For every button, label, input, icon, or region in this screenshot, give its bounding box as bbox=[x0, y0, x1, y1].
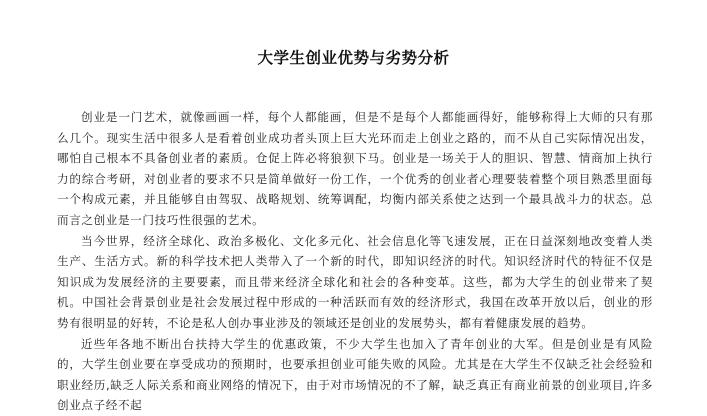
paragraph-3: 近些年各地不断出台扶持大学生的优惠政策，不少大学生也加入了青年创业的大军。但是创业是有风险的，大学生创业要在享受成功的预期时，也要承担创业可能失败的风险。尤其是在大学生不仅缺乏社会经验和职业经历,缺乏人际关系和商业网络的情况下，由于对市场情况的不了解，缺乏真正有商业前景的创业项目,许多创业点子经不起 bbox=[57, 336, 653, 413]
paragraph-2: 当今世界，经济全球化、政治多极化、文化多元化、社会信息化等飞速发展，正在日益深刻地改变着人类生产、生活方式。新的科学技术把人类带入了一个新的时代，即知识经济的时代。知识经济时代的特征不仅是知识成为发展经济的主要要素，而且带来经济全球化和社会的各种变革。这些，都为大学生的创业带来了契机。中国社会背景创业是社会发展过程中形成的一种活跃而有效的经济形式，我国在改革开放以后，创业的形势有很明显的好转，不论是私人创办事业涉及的领域还是创业的发展势头，都有着健康发展的趋势。 bbox=[57, 233, 653, 330]
paragraph-1: 创业是一门艺术，就像画画一样，每个人都能画，但是不是每个人都能画得好，能够称得上大师的只有那么几个。现实生活中很多人是看着创业成功者头顶上巨大光环而走上创业之路的，而不从自己实际情况出发，哪怕自己根本不具备创业者的素质。仓促上阵必将狼狈下马。创业是一场关于人的胆识、智慧、情商加上执行力的综合考研，对创业者的要求不只是简单做好一份工作，一个优秀的创业者心理要装着整个项目熟悉里面每一个构成元素，并且能够自由驾驭、战略规划、统筹调配，均衡内部关系使之达到一个最具战斗力的状态。总而言之创业是一门技巧性很强的艺术。 bbox=[57, 110, 653, 227]
document-body bbox=[57, 107, 653, 416]
document-title: 大学生创业优势与劣势分析 bbox=[257, 49, 450, 67]
